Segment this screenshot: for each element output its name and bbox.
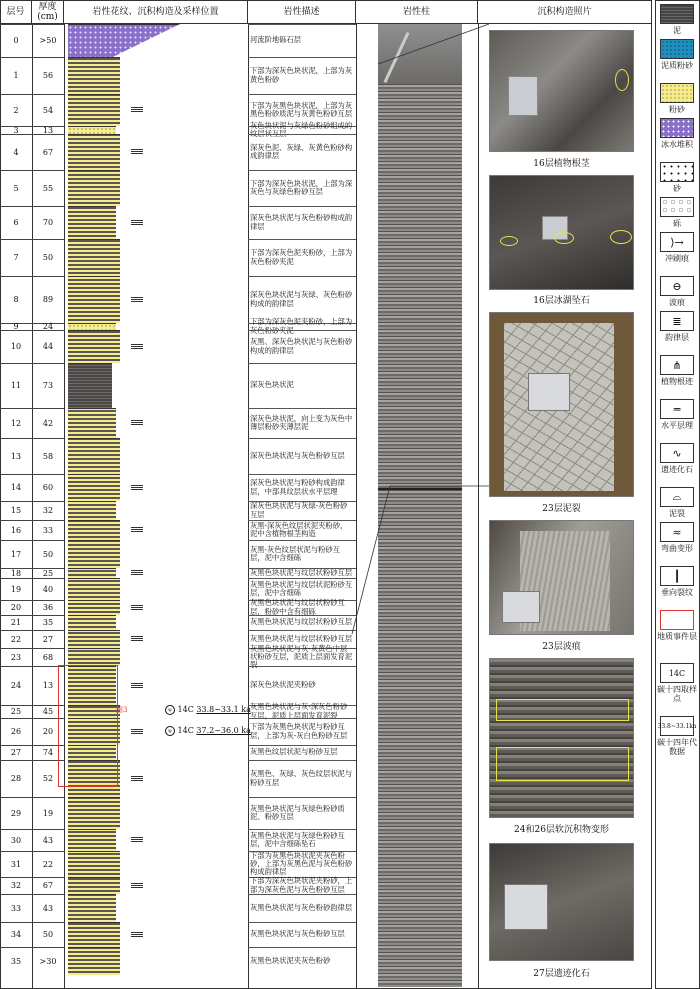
layer-description: 深灰色块状泥与灰色粉砂构成韵律层 (250, 213, 353, 231)
layer-number: 32 (10, 881, 22, 890)
photo-image (489, 843, 634, 961)
layer-thickness: 43 (42, 835, 54, 845)
legend-label: 植物根迹 (661, 377, 693, 386)
lithology-bed (68, 438, 120, 474)
layer-number: 29 (10, 808, 22, 818)
photo-caption: 16层植物根茎 (533, 159, 590, 169)
layer-description: 灰黑色块状泥与灰-深灰色粉砂互层，泥质上层面发育泥裂 (250, 702, 348, 720)
lithology-bed (68, 797, 120, 829)
legend-label: 碳十四年代数据 (657, 738, 697, 756)
layer-number: 4 (13, 147, 19, 157)
legend-label: 砾 (673, 219, 681, 228)
layer-number: 10 (10, 342, 22, 351)
legend-label: 粉砂 (669, 105, 685, 114)
horizontal-bedding-icon (131, 149, 143, 154)
lithology-bed (68, 501, 116, 520)
silt-icon (660, 83, 694, 103)
layer-number: 20 (10, 603, 22, 612)
c14-sample-icon: 14C (660, 663, 694, 683)
layer-number: 11 (10, 381, 22, 390)
lithology-bed (68, 408, 116, 438)
photo-image (489, 175, 634, 290)
divider (64, 24, 65, 989)
connector-lines (350, 24, 490, 524)
lithology-bed (68, 568, 116, 578)
horizontal-bedding-icon (131, 683, 143, 688)
lithology-bed (68, 170, 120, 206)
layer-thickness: 50 (42, 253, 54, 262)
header-description-text: 岩性描述 (283, 6, 320, 17)
layer-description: 深灰色块状泥，向上变为灰色中薄层粉砂夹薄层泥 (250, 413, 353, 431)
lithology-bed (68, 578, 120, 600)
lithology-bed (68, 829, 116, 851)
deformation-box (496, 699, 629, 721)
layer-thickness: 42 (42, 418, 54, 428)
deformation-box (496, 747, 629, 781)
header-lithology-text: 岩性花纹、沉积构造及采样位置 (92, 6, 219, 17)
layer-thickness: 27 (42, 634, 54, 644)
mud-icon (660, 4, 694, 24)
layer-description: 灰黑、深灰色块状泥与灰色粉砂构成的韵律层 (250, 337, 353, 355)
layer-number: 35 (10, 956, 22, 966)
horizontal-bedding-icon (131, 107, 143, 112)
c14-age: 33.8~33.1 ka (196, 705, 251, 714)
gravel-icon (660, 197, 694, 217)
photo-caption: 16层冰湖坠石 (533, 296, 590, 306)
lithology-bed (68, 239, 120, 276)
layer-description: 灰黑色块状泥与灰色粉砂互层 (250, 929, 345, 939)
layer-description: 深灰色块状泥 (250, 380, 294, 390)
layer-number: 24 (10, 681, 22, 690)
layer-description: 灰黑色块状泥与纹层状粉砂互层 (250, 567, 353, 577)
layer-number: 2 (13, 105, 19, 115)
layer-number: 18 (10, 568, 22, 578)
legend-label: 弯曲变形 (661, 544, 693, 553)
horizontal-bedding-icon (131, 570, 143, 575)
lithology-bed (68, 206, 116, 239)
horizontal-bedding-icon (131, 883, 143, 888)
photo-image (489, 520, 634, 635)
layer-number: 9 (13, 322, 19, 331)
layer-description: 灰色块状泥与灰绿色粉砂组成的纹层状互层 (250, 120, 353, 138)
layer-number: 34 (10, 930, 22, 939)
legend-label: 泥质粉砂 (661, 61, 693, 70)
legend-label: 冲刷痕 (665, 254, 689, 263)
legend-label: 水平层理 (661, 421, 693, 430)
layer-description: 下部为深灰色块状泥，上部为灰黄色粉砂 (250, 66, 353, 84)
layer-number: 5 (13, 183, 19, 193)
layer-description: 深灰色块状泥夹粉砂 (250, 680, 316, 690)
layer-number: 16 (10, 525, 22, 535)
horizontal-bedding-icon (131, 527, 143, 532)
layer-number: 23 (10, 652, 22, 662)
vertical-crack-icon: ┃ (660, 566, 694, 586)
legend-label: 砂 (673, 184, 681, 193)
lithology-bed (68, 922, 120, 947)
lithology-bed (68, 276, 120, 323)
layer-description: 深灰色块状泥与粉砂构成韵律层，中部具纹层状水平层理 (250, 478, 345, 496)
photo-image (489, 658, 634, 818)
layer-number: 15 (10, 506, 22, 515)
layer-number: 28 (10, 774, 22, 783)
trace-fossil-icon: ∿ (660, 443, 694, 463)
layer-thickness: 70 (42, 218, 54, 227)
highlight-ellipse (500, 236, 518, 246)
layer-thickness: 54 (42, 105, 54, 115)
header-photos-text: 沉积构造照片 (537, 6, 592, 17)
layer-description: 下部为深灰色块状泥，上部为深灰色与灰绿色粉砂互层 (250, 178, 353, 196)
layer-thickness: 44 (42, 342, 54, 351)
layer-description: 灰黑色、灰绿、灰色纹层状泥与粉砂互层 (250, 769, 353, 787)
horizontal-bedding-icon (131, 837, 143, 842)
layer-number: 17 (10, 549, 22, 559)
layer-number: 33 (10, 903, 22, 913)
rhythmite-icon: ≣ (660, 311, 694, 331)
layer-thickness: 55 (42, 183, 54, 193)
c14-sample-icon: ψ (165, 705, 175, 715)
layer-thickness: >50 (39, 36, 57, 45)
layer-number: 12 (10, 418, 22, 428)
layer-thickness: 45 (42, 707, 54, 716)
layer-description: 灰黑色块状泥与纹层状粉砂互层，粉砂中含有细砾 (250, 598, 345, 616)
layer-thickness: 56 (42, 71, 54, 80)
photo-16-dropstone (489, 175, 634, 310)
legend-label: 韵律层 (665, 333, 689, 342)
lithology-bed (68, 540, 120, 568)
layer-description: 灰黑色块状泥夹灰色粉砂 (250, 955, 331, 965)
lithology-bed (68, 520, 120, 540)
layer-thickness: 67 (42, 881, 54, 890)
layer-thickness: 24 (42, 322, 54, 331)
layer-description: 深灰色泥、灰绿、灰黄色粉砂构成韵律层 (250, 142, 353, 160)
horizontal-bedding-icon (131, 420, 143, 425)
layer-description: 灰黑色块状泥与灰绿色粉砂互层，泥中含细砾坠石 (250, 830, 345, 848)
glacial-outwash-icon (660, 118, 694, 138)
layer-thickness: 89 (42, 295, 54, 304)
layer-number: 6 (13, 218, 19, 227)
silty-mud-icon (660, 39, 694, 59)
scale-card (504, 884, 548, 930)
layer-description: 深灰色块状泥与灰绿-灰色粉砂互层 (250, 501, 348, 519)
layer-number: 7 (13, 253, 19, 262)
layer-thickness: 13 (42, 125, 54, 135)
layer-description: 灰黑-灰色纹层状泥与粉砂互层，泥中含细砾 (250, 544, 341, 562)
layer-thickness: 32 (42, 506, 54, 515)
lithology-bed (68, 126, 116, 134)
scale-card (508, 76, 538, 116)
photo-caption: 24和26层软沉积物变形 (514, 825, 609, 835)
layer-number: 21 (10, 618, 22, 627)
legend-label: 遗迹化石 (661, 465, 693, 474)
layer-number: 3 (13, 125, 19, 135)
layer-description: 灰黑色块状泥与纹层状粉砂互层 (250, 633, 353, 643)
lithology-bed (68, 323, 116, 330)
legend-label: 碳十四取样点 (657, 685, 697, 703)
layer-number: 8 (13, 295, 19, 304)
layer-thickness: 73 (42, 381, 54, 390)
layer-thickness: 60 (42, 483, 54, 492)
layer-description: 下部为深灰色块状泥夹粉砂，上部为深灰色泥与灰色粉砂互层 (250, 876, 353, 894)
layer-thickness: 19 (42, 808, 54, 818)
layer-description: 下部为深灰色泥夹粉砂，上部为灰色粉砂夹泥 (250, 248, 353, 266)
photo-23-mudcrack (489, 312, 634, 517)
legend-label: 地质事件层 (657, 632, 697, 641)
lithology-bed (68, 57, 120, 94)
horizontal-bedding-icon (131, 605, 143, 610)
photo-image (489, 30, 634, 152)
layer-thickness: >30 (39, 956, 57, 966)
legend-label: 冰水堆积 (661, 140, 693, 149)
horizontal-bedding-icon (131, 220, 143, 225)
layer-thickness: 52 (42, 774, 54, 783)
c14-age-icon: 33.8~33.1ka (660, 716, 694, 736)
photo-16-roots (489, 30, 634, 172)
layer-thickness: 20 (42, 727, 54, 736)
scour-icon: ⟩→ (660, 232, 694, 252)
layer-thickness: 74 (42, 748, 54, 757)
photo-27-trace-fossil (489, 843, 634, 983)
layer-number: 19 (10, 584, 22, 594)
layer-description: 下部为灰黑色块状泥夹灰色粉砂，上部为灰黑色泥与灰色粉砂构成韵律层 (250, 850, 353, 877)
legend-label: 垂向裂纹 (661, 588, 693, 597)
lithology-bed (68, 600, 120, 615)
horizontal-bedding-icon: ═ (660, 399, 694, 419)
layer-description: 灰黑色纹层状泥与粉砂互层 (250, 747, 338, 757)
layer-description: 灰黑-深灰色纹层状泥夹粉砂，泥中含植物根茎构造 (250, 520, 348, 538)
layer-description: 灰黑色块状泥与灰-灰黄色中层状粉砂互层，泥质上层面发育泥裂 (250, 643, 353, 670)
layer-description: 灰黑色块状泥与灰色粉砂韵律层 (250, 902, 353, 912)
photo-caption: 23层波痕 (542, 642, 581, 652)
photo-caption: 27层遗迹化石 (533, 969, 590, 979)
layer-thickness: 58 (42, 451, 54, 461)
highlight-ellipse (615, 69, 629, 91)
lithology-bed (68, 877, 120, 894)
layer-number: 14 (10, 483, 22, 492)
layer-description: 下部为深灰色泥夹粉砂，上部为灰色粉砂夹泥 (250, 317, 353, 335)
layer-number: 27 (10, 748, 22, 757)
layer-thickness: 22 (42, 859, 54, 869)
photo-23-ripple (489, 520, 634, 655)
lithology-bed (68, 648, 120, 666)
layer-thickness: 40 (42, 584, 54, 594)
c14-sample-2 (165, 726, 251, 736)
lithology-bed (68, 947, 120, 975)
header-layer-no-text: 层号 (6, 6, 25, 17)
lithology-bed (68, 330, 120, 363)
horizontal-bedding-icon (131, 485, 143, 490)
layer-thickness: 68 (42, 652, 54, 662)
horizontal-bedding-icon (131, 729, 143, 734)
scale-card (502, 591, 540, 623)
layer-thickness: 67 (42, 147, 54, 157)
layer-description: 下部为灰黑色块状泥，上部为灰黑色粉砂质泥与灰黄色粉砂互层 (250, 100, 353, 118)
horizontal-bedding-icon (131, 776, 143, 781)
event-layer-box (58, 665, 118, 787)
layer-number: 0 (13, 36, 19, 45)
layer-description: 深灰色块状泥与灰色粉砂互层 (250, 450, 345, 460)
photo-caption: 23层泥裂 (542, 504, 581, 514)
mud-crack-icon: ⌓ (660, 487, 694, 507)
root-trace-icon: ⋔ (660, 355, 694, 375)
legend-label: 泥裂 (669, 509, 685, 518)
layer-thickness: 25 (42, 568, 54, 578)
horizontal-bedding-icon (131, 297, 143, 302)
layer-thickness: 50 (42, 549, 54, 559)
lithology-bed (68, 94, 120, 126)
layer-thickness: 43 (42, 903, 54, 913)
horizontal-bedding-icon (131, 932, 143, 937)
layer-thickness: 50 (42, 930, 54, 939)
ripple-icon: ⊖ (660, 276, 694, 296)
horizontal-bedding-icon (131, 636, 143, 641)
legend-label: 波痕 (669, 298, 685, 307)
lithology-bed (68, 630, 120, 648)
layer-description: 深灰色块状泥与灰绿、灰色粉砂构成的韵律层 (250, 290, 353, 308)
connector-line (378, 24, 489, 64)
layer-thickness: 13 (42, 681, 54, 690)
layer-description: 灰黑色块状泥与纹层状泥粉砂互层，泥中含细砾 (250, 579, 353, 597)
horizontal-bedding-icon (131, 344, 143, 349)
c14-age: 37.2~36.0 ka (196, 726, 251, 735)
lithology-bed (68, 474, 120, 501)
layer-number: 26 (10, 727, 22, 736)
lithology-bed (68, 851, 120, 877)
photo-image (489, 312, 634, 497)
lithology-bed (68, 894, 116, 922)
layer-description: 河流阶地砾石层 (250, 35, 302, 45)
scale-card (528, 373, 570, 411)
c14-sample-1 (165, 705, 251, 715)
layer-number: 25 (10, 707, 22, 716)
lithology-bed (68, 134, 120, 170)
c14-sample-icon: ψ (165, 726, 175, 736)
layer-thickness: 35 (42, 618, 54, 627)
layer-thickness: 33 (42, 525, 54, 535)
header-column-text: 岩性柱 (402, 6, 430, 17)
legend-label: 泥 (673, 26, 681, 35)
photo-24-26-deformation (489, 658, 634, 838)
layer-number: 13 (10, 451, 22, 461)
layer-number: 30 (10, 835, 22, 845)
highlight-ellipse (610, 230, 632, 244)
lithology-bed (68, 615, 116, 630)
layer-description: 下部为灰黑色块状泥与粉砂互层，上部为灰-灰白色粉砂互层 (250, 722, 348, 740)
layer-number: 1 (13, 71, 19, 80)
figure-reference: 图3 (116, 706, 128, 714)
layer-thickness: 36 (42, 603, 54, 612)
header-thickness-text: 厚度 (cm) (37, 1, 58, 22)
bending-deformation-icon: ≈ (660, 522, 694, 542)
layer-number: 22 (10, 634, 22, 644)
layer-description: 灰黑色块状泥与灰绿色粉砂质泥、粉砂互层 (250, 803, 345, 821)
highlight-ellipse (554, 232, 574, 244)
event-layer-icon (660, 610, 694, 630)
lithology-bed (68, 363, 112, 408)
c14-label: 14C (177, 705, 194, 714)
sand-icon (660, 162, 694, 182)
c14-label: 14C (177, 726, 194, 735)
layer-number: 31 (10, 859, 22, 869)
layer-description: 灰黑色块状泥与纹层状粉砂互层 (250, 617, 353, 627)
